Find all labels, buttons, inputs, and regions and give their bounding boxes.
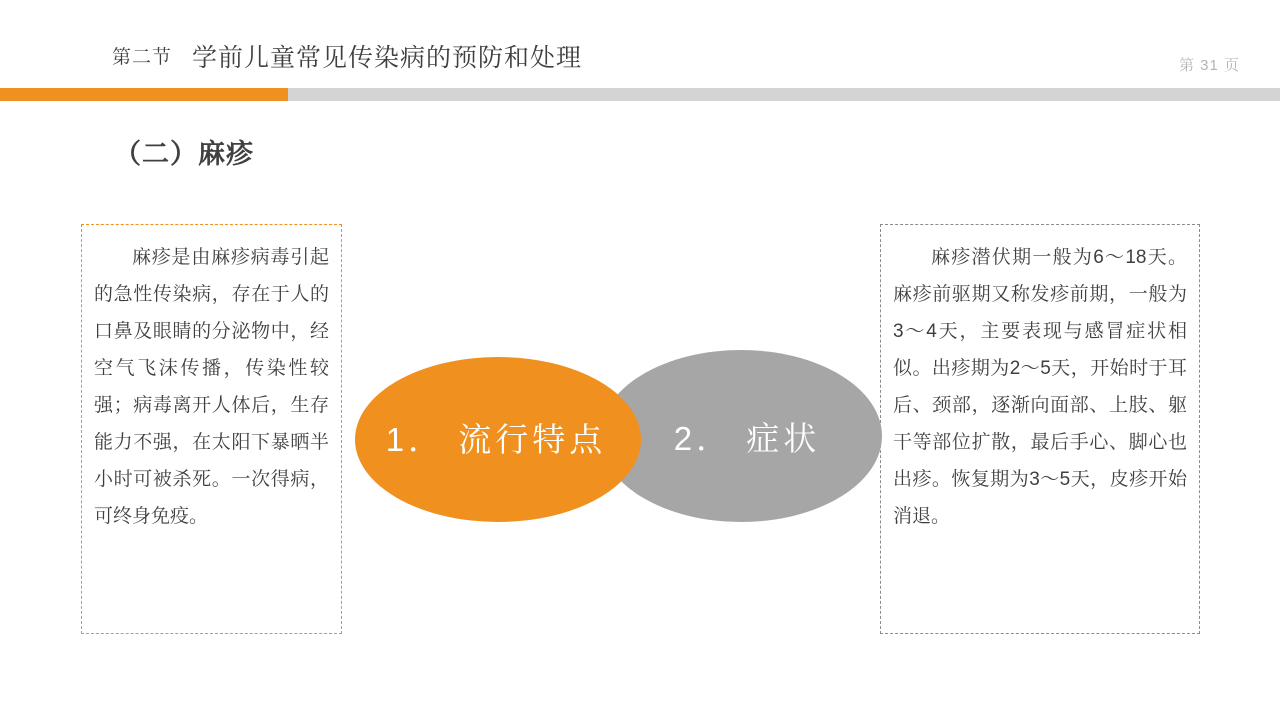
page-number: 第 31 页 <box>1178 57 1240 74</box>
diagram-ellipse-epidemiology <box>355 357 641 522</box>
diagram-ellipse-epidemiology-label: 1． 流行特点 <box>385 420 607 458</box>
diagram-ellipse-symptoms-label: 2． 症状 <box>673 419 821 457</box>
header-divider-accent <box>0 88 288 101</box>
right-text-box <box>880 224 1200 634</box>
section-subtitle: （二）麻疹 <box>114 139 254 169</box>
slide-header <box>0 0 1280 92</box>
page-title: 学前儿童常见传染病的预防和处理 <box>192 44 583 72</box>
left-text-body: 麻疹是由麻疹病毒引起的急性传染病，存在于人的口鼻及眼睛的分泌物中，经空气飞沫传播，传染性较强；病毒离开人体后，生存能力不强，在太阳下暴晒半小时可被杀死。一次得病，可终身免疫。 <box>94 247 329 527</box>
left-text-box <box>81 224 342 634</box>
diagram-ellipse-symptoms <box>600 350 882 522</box>
right-text-body: 麻疹潜伏期一般为6～18天。麻疹前驱期又称发疹前期，一般为3～4天，主要表现与感冒症状相似。出疹期为2～5天，开始时于耳后、颈部，逐渐向面部、上肢、躯干等部位扩散，最后手心、脚心也出疹。恢复期为3～5天，皮疹开始消退。 <box>893 247 1187 527</box>
header-section-label: 第二节 <box>112 47 173 68</box>
